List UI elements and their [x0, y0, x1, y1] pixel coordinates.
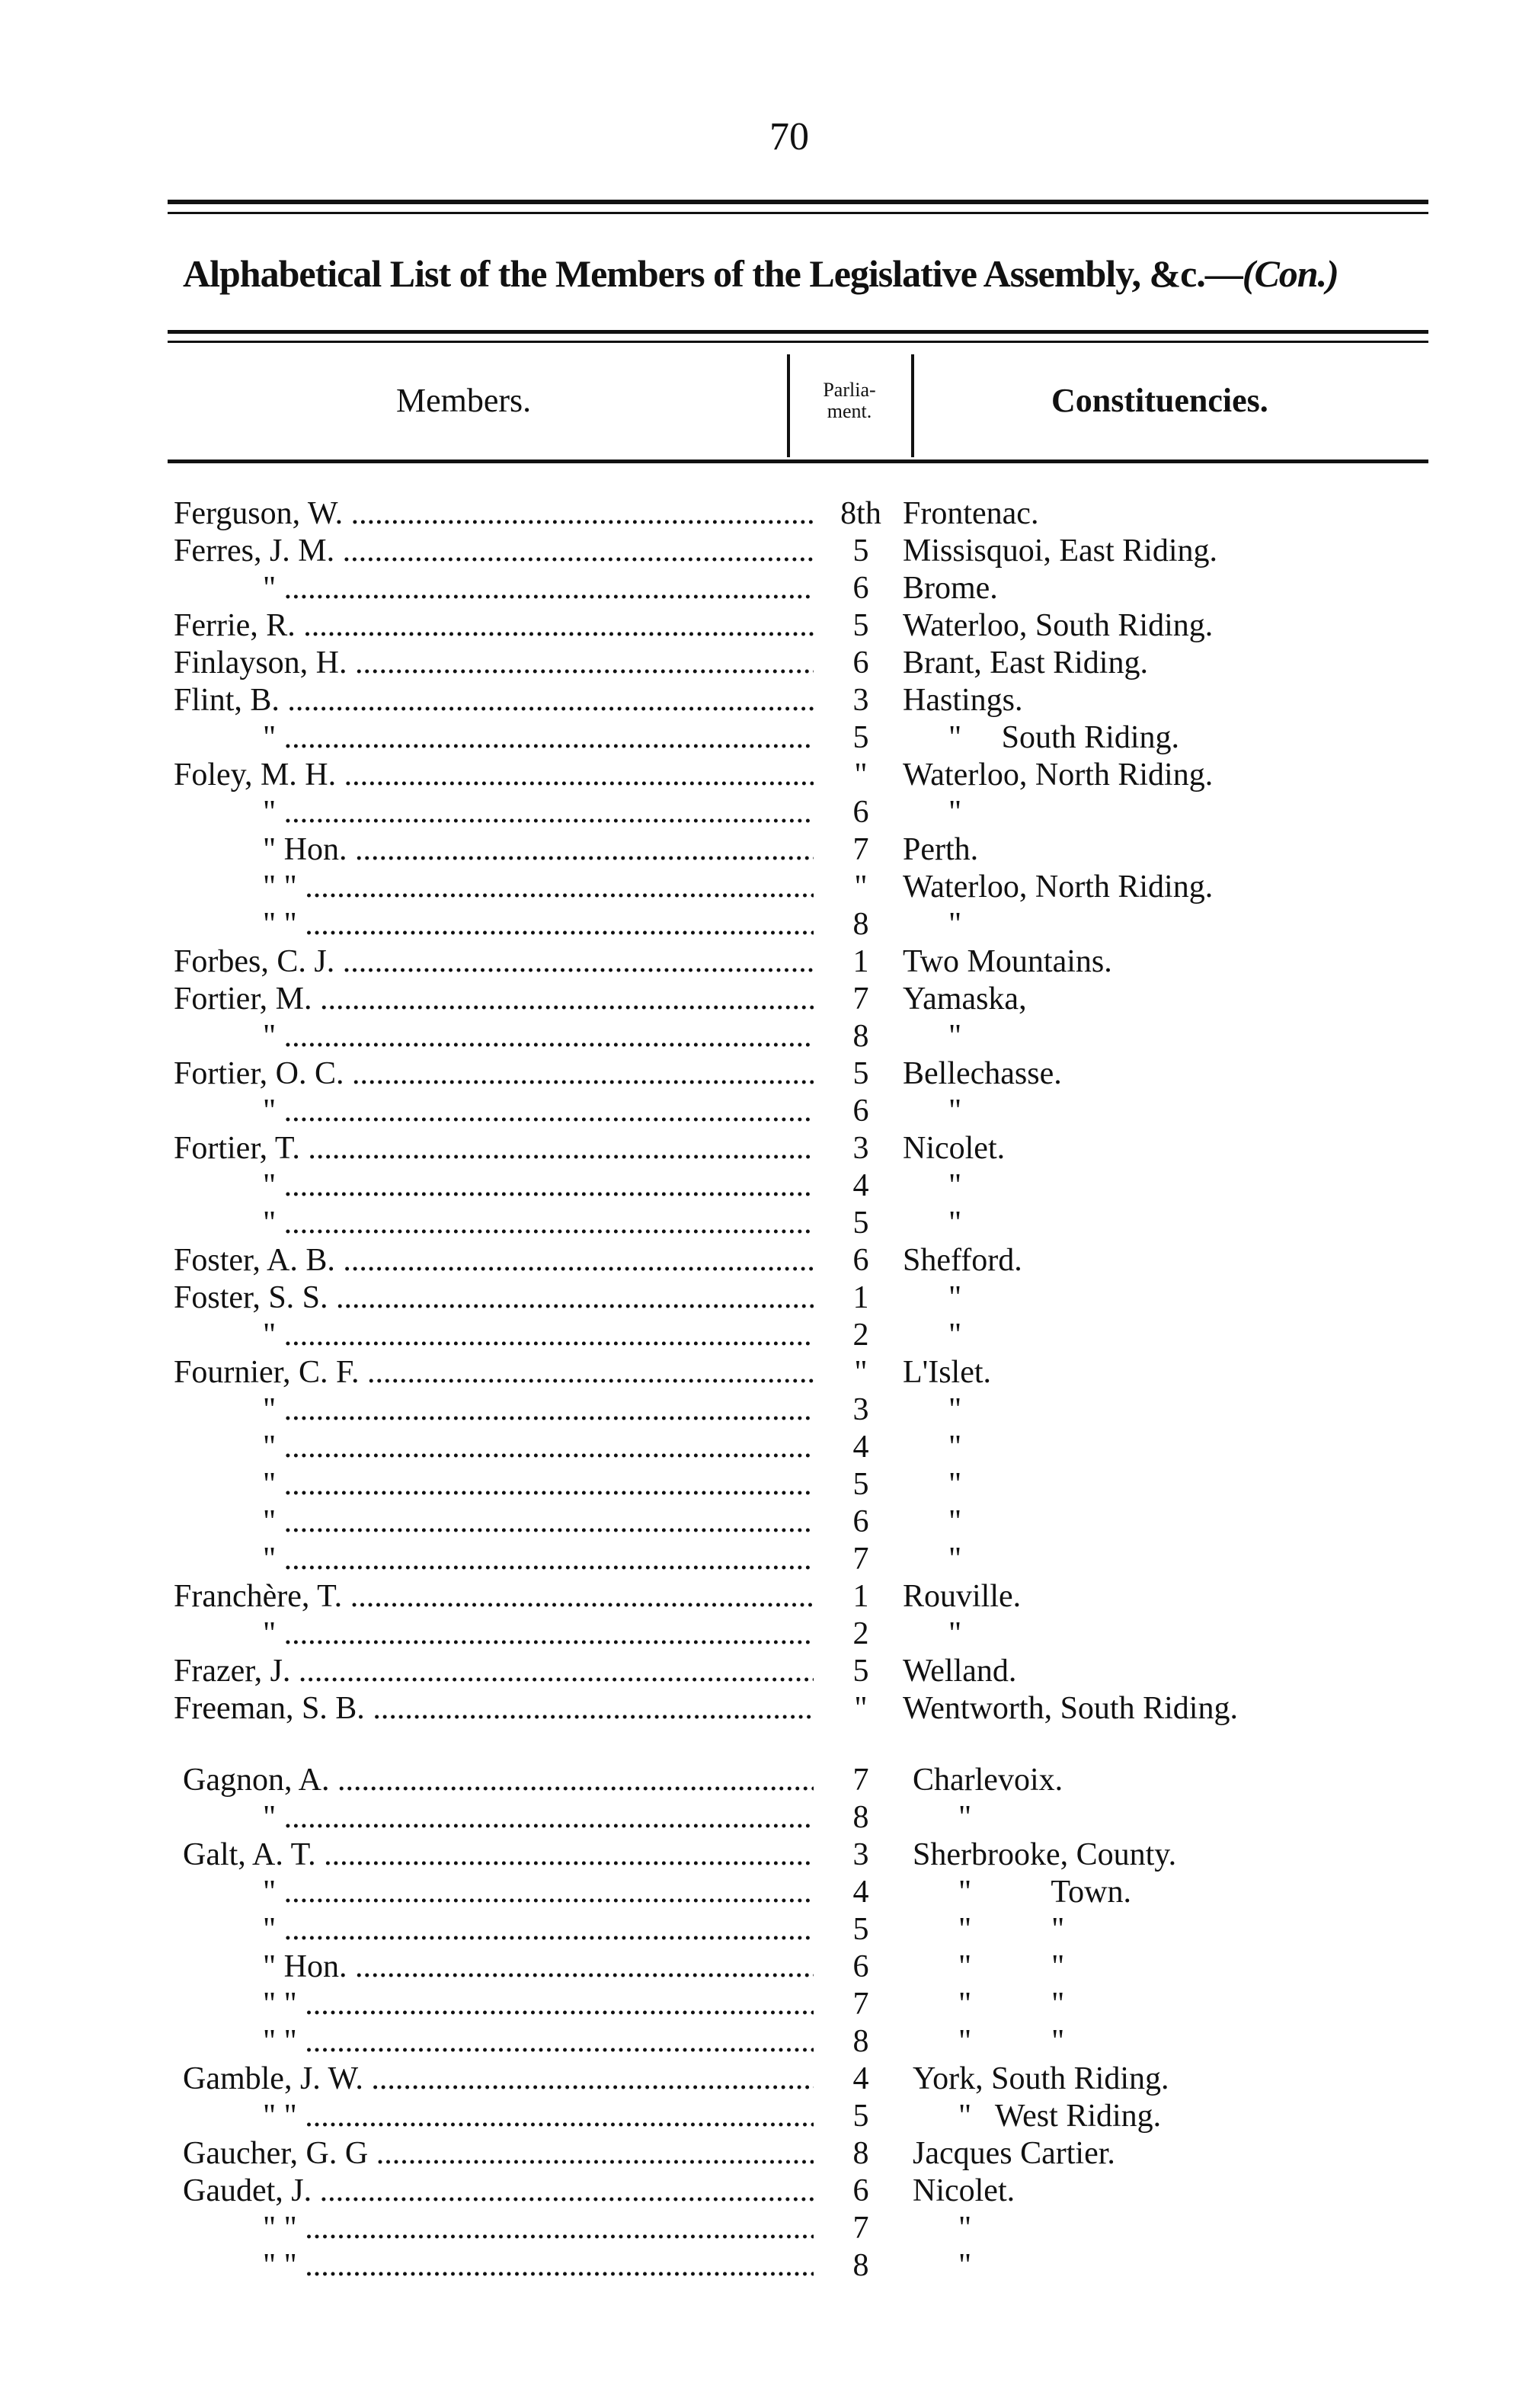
table-row — [0, 1205, 1532, 1242]
member-name: " ..... — [263, 1615, 814, 1653]
member-name: Gaucher, G. G ..... — [183, 2135, 814, 2173]
member-name: Frazer, J. ..... — [174, 1653, 814, 1690]
parliament-number: 4 — [852, 1168, 869, 1203]
constituency: Brant, East Riding. — [903, 645, 1148, 680]
member-name: " ..... — [263, 794, 814, 831]
member-name: " ..... — [263, 1799, 814, 1836]
table-row — [0, 2173, 1532, 2210]
table-row — [0, 682, 1532, 719]
member-name: " ..... — [263, 1317, 814, 1354]
table-row — [0, 2061, 1532, 2098]
table-row — [0, 1874, 1532, 1911]
table-row — [0, 2247, 1532, 2285]
column-header-constituencies: Constituencies. — [1051, 382, 1268, 419]
table-row — [0, 794, 1532, 831]
table-row — [0, 1429, 1532, 1466]
parliament-number: 5 — [852, 608, 869, 643]
table-row — [0, 1836, 1532, 1874]
constituency: " — [948, 1392, 962, 1427]
column-divider-left — [787, 354, 790, 457]
table-row — [0, 981, 1532, 1018]
parliament-number: 3 — [852, 1131, 869, 1166]
parliament-number: 8 — [852, 1019, 869, 1054]
parliament-number: 6 — [852, 1949, 869, 1984]
table-row — [0, 495, 1532, 533]
table-row — [0, 831, 1532, 869]
member-name: Franchère, T. ..... — [174, 1578, 814, 1615]
member-name: Finlayson, H. ..... — [174, 645, 814, 682]
table-row — [0, 1653, 1532, 1690]
parliament-number: 7 — [852, 1763, 869, 1798]
constituency: Waterloo, North Riding. — [903, 757, 1214, 793]
member-name: " ..... — [263, 1466, 814, 1503]
parliament-number: 7 — [852, 981, 869, 1017]
parliament-number: 4 — [852, 1430, 869, 1465]
table-row — [0, 757, 1532, 794]
parliament-number: 4 — [852, 1875, 869, 1910]
constituency: " — [948, 1094, 962, 1129]
parliament-number: 7 — [852, 2211, 869, 2246]
member-name: Foster, A. B. ..... — [174, 1242, 814, 1279]
member-name: " ..... — [263, 1541, 814, 1578]
constituency: " — [948, 1318, 962, 1353]
title-text: Alphabetical List of the Members of the Legislative Assembly, &c.— — [183, 252, 1243, 295]
member-name: Fournier, C. F. ..... — [174, 1354, 814, 1391]
constituency: Nicolet. — [913, 2173, 1015, 2208]
table-row — [0, 1986, 1532, 2023]
parliament-number: 2 — [852, 1318, 869, 1353]
constituency: Waterloo, North Riding. — [903, 869, 1214, 905]
table-row — [0, 1279, 1532, 1317]
member-name: Ferrie, R. ..... — [174, 607, 814, 645]
constituency: Shefford. — [903, 1243, 1022, 1278]
parliament-number: 2 — [852, 1616, 869, 1651]
table-row — [0, 2023, 1532, 2061]
parliament-number: 8 — [852, 2248, 869, 2283]
parliament-number: 5 — [852, 1467, 869, 1502]
constituency: Sherbrooke, County. — [913, 1837, 1177, 1872]
constituency: Hastings. — [903, 683, 1023, 718]
member-name: Fortier, O. C. ..... — [174, 1055, 814, 1093]
member-name: " " ..... — [263, 2210, 814, 2247]
member-name: " " ..... — [263, 2098, 814, 2135]
parliament-number: 3 — [852, 683, 869, 718]
table-row — [0, 1055, 1532, 1093]
parliament-number: 8th — [840, 496, 881, 531]
parliament-number: 5 — [852, 1654, 869, 1689]
parliament-number: 5 — [852, 1056, 869, 1091]
constituency: Brome. — [903, 571, 998, 606]
constituency: York, South Riding. — [913, 2061, 1169, 2096]
page-number: 70 — [769, 115, 809, 159]
constituency: " — [948, 1168, 962, 1203]
top-rule-thick — [168, 200, 1428, 204]
parliament-number: 1 — [852, 944, 869, 979]
member-name: Ferguson, W. ..... — [174, 495, 814, 533]
constituency: " " — [958, 1912, 1065, 1947]
table-row — [0, 1503, 1532, 1541]
constituency: " Town. — [958, 1875, 1131, 1910]
parliament-number: 6 — [852, 571, 869, 606]
table-row — [0, 2098, 1532, 2135]
parliament-number: 7 — [852, 1542, 869, 1577]
constituency: L'Islet. — [903, 1355, 992, 1390]
constituency: Two Mountains. — [903, 944, 1112, 979]
member-name: " ..... — [263, 719, 814, 757]
constituency: " — [948, 1504, 962, 1539]
constituency: " West Riding. — [958, 2099, 1162, 2134]
constituency: Frontenac. — [903, 496, 1039, 531]
column-header-members: Members. — [396, 382, 532, 419]
parliament-number: 5 — [852, 2099, 869, 2134]
parliament-header-line2: ment. — [827, 400, 872, 422]
table-row — [0, 1615, 1532, 1653]
member-name: Foley, M. H. ..... — [174, 757, 814, 794]
table-row — [0, 1578, 1532, 1615]
table-row — [0, 719, 1532, 757]
parliament-number: 7 — [852, 832, 869, 867]
table-row — [0, 1466, 1532, 1503]
parliament-number: 8 — [852, 907, 869, 942]
table-row — [0, 1242, 1532, 1279]
member-name: Fortier, T. ..... — [174, 1130, 814, 1167]
member-name: " ..... — [263, 1018, 814, 1055]
table-row — [0, 533, 1532, 570]
parliament-number: 3 — [852, 1392, 869, 1427]
member-name: " " ..... — [263, 2247, 814, 2285]
member-name: " ..... — [263, 570, 814, 607]
constituency: " — [948, 1616, 962, 1651]
constituency: Nicolet. — [903, 1131, 1006, 1166]
constituency: Waterloo, South Riding. — [903, 608, 1214, 643]
table-row — [0, 2135, 1532, 2173]
constituency: " — [958, 1800, 972, 1835]
parliament-number: 1 — [852, 1280, 869, 1315]
parliament-number: 6 — [852, 2173, 869, 2208]
parliament-number: " — [854, 757, 868, 793]
table-row — [0, 1690, 1532, 1728]
table-row — [0, 1541, 1532, 1578]
page-title — [183, 251, 1425, 296]
table-row — [0, 1354, 1532, 1391]
table-row — [0, 2210, 1532, 2247]
top-rule-thin — [168, 212, 1428, 214]
parliament-number: 6 — [852, 1243, 869, 1278]
member-name: " " ..... — [263, 869, 814, 906]
constituency: Missisquoi, East Riding. — [903, 533, 1218, 568]
parliament-number: 8 — [852, 1800, 869, 1835]
constituency: Welland. — [903, 1654, 1017, 1689]
member-name: " Hon. ..... — [263, 1948, 814, 1986]
constituency: Wentworth, South Riding. — [903, 1691, 1238, 1726]
member-name: " " ..... — [263, 1986, 814, 2023]
parliament-number: 6 — [852, 645, 869, 680]
parliament-number: 6 — [852, 1094, 869, 1129]
table-row — [0, 1130, 1532, 1167]
member-name: " ..... — [263, 1874, 814, 1911]
parliament-number: 5 — [852, 1912, 869, 1947]
parliament-number: 5 — [852, 533, 869, 568]
table-row — [0, 1948, 1532, 1986]
member-name: " ..... — [263, 1167, 814, 1205]
column-header-bottom-rule — [168, 460, 1428, 463]
member-name: " ..... — [263, 1429, 814, 1466]
member-name: " Hon. ..... — [263, 831, 814, 869]
member-name: " ..... — [263, 1503, 814, 1541]
parliament-header-line1: Parlia- — [823, 379, 876, 401]
parliament-number: 1 — [852, 1579, 869, 1614]
constituency: " — [948, 1430, 962, 1465]
parliament-number: 4 — [852, 2061, 869, 2096]
constituency: " " — [958, 1949, 1065, 1984]
parliament-number: " — [854, 1355, 868, 1390]
constituency: " — [948, 1467, 962, 1502]
constituency: Yamaska, — [903, 981, 1027, 1017]
member-name: " ..... — [263, 1205, 814, 1242]
parliament-number: 8 — [852, 2136, 869, 2171]
member-name: " ..... — [263, 1911, 814, 1948]
parliament-number: 5 — [852, 1206, 869, 1241]
parliament-number: 8 — [852, 2024, 869, 2059]
table-row — [0, 906, 1532, 943]
member-name: Gamble, J. W. ..... — [183, 2061, 814, 2098]
member-name: " ..... — [263, 1093, 814, 1130]
member-name: " " ..... — [263, 2023, 814, 2061]
member-name: Gaudet, J. ..... — [183, 2173, 814, 2210]
title-suffix: (Con.) — [1242, 252, 1339, 295]
table-row — [0, 1317, 1532, 1354]
member-name: Fortier, M. ..... — [174, 981, 814, 1018]
table-row — [0, 1391, 1532, 1429]
constituency: " — [958, 2211, 972, 2246]
parliament-number: 6 — [852, 1504, 869, 1539]
constituency: " — [948, 907, 962, 942]
member-name: " ..... — [263, 1391, 814, 1429]
constituency: " " — [958, 2024, 1065, 2059]
table-row — [0, 1799, 1532, 1836]
constituency: Jacques Cartier. — [913, 2136, 1115, 2171]
constituency: " — [948, 1206, 962, 1241]
table-row — [0, 1762, 1532, 1799]
parliament-number: " — [854, 869, 868, 905]
constituency: " " — [958, 1987, 1065, 2022]
table-row — [0, 869, 1532, 906]
constituency: " — [948, 1019, 962, 1054]
table-row — [0, 570, 1532, 607]
constituency: Bellechasse. — [903, 1056, 1062, 1091]
header-rule-thin — [168, 341, 1428, 343]
column-header-parliament — [792, 379, 907, 422]
constituency: Charlevoix. — [913, 1763, 1063, 1798]
constituency: Rouville. — [903, 1579, 1022, 1614]
table-row — [0, 943, 1532, 981]
constituency: " — [948, 1542, 962, 1577]
constituency: Perth. — [903, 832, 979, 867]
constituency: " South Riding. — [948, 720, 1180, 755]
table-row — [0, 1018, 1532, 1055]
member-name: Foster, S. S. ..... — [174, 1279, 814, 1317]
constituency: " — [948, 795, 962, 830]
member-name: Forbes, C. J. ..... — [174, 943, 814, 981]
parliament-number: 3 — [852, 1837, 869, 1872]
table-row — [0, 645, 1532, 682]
parliament-number: 5 — [852, 720, 869, 755]
member-name: Ferres, J. M. ..... — [174, 533, 814, 570]
header-rule-thick — [168, 330, 1428, 334]
table-row — [0, 1167, 1532, 1205]
constituency: " — [948, 1280, 962, 1315]
column-divider-right — [911, 354, 914, 457]
member-name: Freeman, S. B. ..... — [174, 1690, 814, 1728]
parliament-number: 7 — [852, 1987, 869, 2022]
member-name: Flint, B. ..... — [174, 682, 814, 719]
parliament-number: " — [854, 1691, 868, 1726]
table-row — [0, 1093, 1532, 1130]
member-name: Galt, A. T. ..... — [183, 1836, 814, 1874]
parliament-number: 6 — [852, 795, 869, 830]
table-row — [0, 1911, 1532, 1948]
member-name: Gagnon, A. ..... — [183, 1762, 814, 1799]
table-row — [0, 607, 1532, 645]
constituency: " — [958, 2248, 972, 2283]
member-name: " " ..... — [263, 906, 814, 943]
